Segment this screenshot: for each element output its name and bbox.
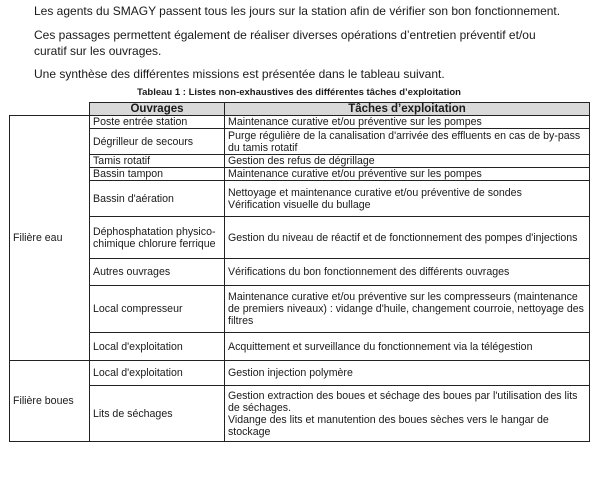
filiere-cell: Filière eau bbox=[10, 116, 90, 361]
ouvrage-cell: Bassin d'aération bbox=[90, 181, 225, 217]
intro-paragraph-1: Les agents du SMAGY passent tous les jours sur la station afin de vérifier son bon fonctionnement. bbox=[34, 4, 561, 18]
ouvrage-cell: Local d'exploitation bbox=[90, 333, 225, 361]
ouvrage-cell: Dégrilleur de secours bbox=[90, 129, 225, 155]
tache-cell bbox=[225, 386, 590, 442]
table-row bbox=[10, 129, 590, 155]
table-row bbox=[10, 333, 590, 361]
ouvrage-cell: Poste entrée station bbox=[90, 116, 225, 129]
header-taches: Tâches d’exploitation bbox=[225, 103, 590, 116]
table-row bbox=[10, 361, 590, 386]
tache-cell: Gestion injection polymère bbox=[225, 361, 590, 386]
table-header-row bbox=[10, 103, 590, 116]
tache-cell: Gestion des refus de dégrillage bbox=[225, 155, 590, 168]
table-body bbox=[10, 116, 590, 442]
ouvrage-cell: Lits de séchages bbox=[90, 386, 225, 442]
tache-line: Nettoyage et maintenance curative et/ou préventive de sondes bbox=[228, 186, 522, 199]
table-row bbox=[10, 217, 590, 259]
intro-paragraph-2: Ces passages permettent également de réaliser diverses opérations d’entretien préventif et/ou curatif sur les ouvrages. bbox=[34, 28, 536, 58]
ouvrage-cell: Local d'exploitation bbox=[90, 361, 225, 386]
ouvrage-cell: Local compresseur bbox=[90, 286, 225, 333]
ouvrage-cell: Bassin tampon bbox=[90, 168, 225, 181]
tache-cell: Purge régulière de la canalisation d'arrivée des effluents en cas de by-pass du tamis rotatif bbox=[225, 129, 590, 155]
table-row bbox=[10, 259, 590, 286]
header-ouvrages: Ouvrages bbox=[90, 103, 225, 116]
ouvrage-cell: Déphosphatation physico-chimique chlorure ferrique bbox=[90, 217, 225, 259]
table-caption: Tableau 1 : Listes non-exhaustives des différentes tâches d’exploitation bbox=[137, 87, 461, 98]
tache-cell: Acquittement et surveillance du fonctionnement via la télégestion bbox=[225, 333, 590, 361]
tache-line: Gestion extraction des boues et séchage des boues par l'utilisation des lits de séchages. bbox=[228, 389, 578, 414]
table-row bbox=[10, 386, 590, 442]
header-blank-cell bbox=[10, 103, 90, 116]
tache-cell: Maintenance curative et/ou préventive sur les compresseurs (maintenance de premiers niveaux) : vidange d'huile, changement courroie, nettoyage des filtres bbox=[225, 286, 590, 333]
ouvrage-cell: Tamis rotatif bbox=[90, 155, 225, 168]
table-row bbox=[10, 116, 590, 129]
table-row bbox=[10, 286, 590, 333]
ouvrage-cell: Autres ouvrages bbox=[90, 259, 225, 286]
tache-cell: Maintenance curative et/ou préventive sur les pompes bbox=[225, 168, 590, 181]
tache-cell: Gestion du niveau de réactif et de fonctionnement des pompes d'injections bbox=[225, 217, 590, 259]
table-row bbox=[10, 168, 590, 181]
tache-cell: Maintenance curative et/ou préventive sur les pompes bbox=[225, 116, 590, 129]
tache-line: Vidange des lits et manutention des boues sèches vers le hangar de stockage bbox=[228, 413, 549, 438]
intro-paragraph-3: Une synthèse des différentes missions est présentée dans le tableau suivant. bbox=[34, 67, 445, 81]
filiere-cell: Filière boues bbox=[10, 361, 90, 442]
tache-cell: Vérifications du bon fonctionnement des différents ouvrages bbox=[225, 259, 590, 286]
tache-cell bbox=[225, 181, 590, 217]
table-row bbox=[10, 155, 590, 168]
tache-line: Vérification visuelle du bullage bbox=[228, 198, 371, 211]
tasks-table bbox=[9, 102, 590, 442]
table-row bbox=[10, 181, 590, 217]
